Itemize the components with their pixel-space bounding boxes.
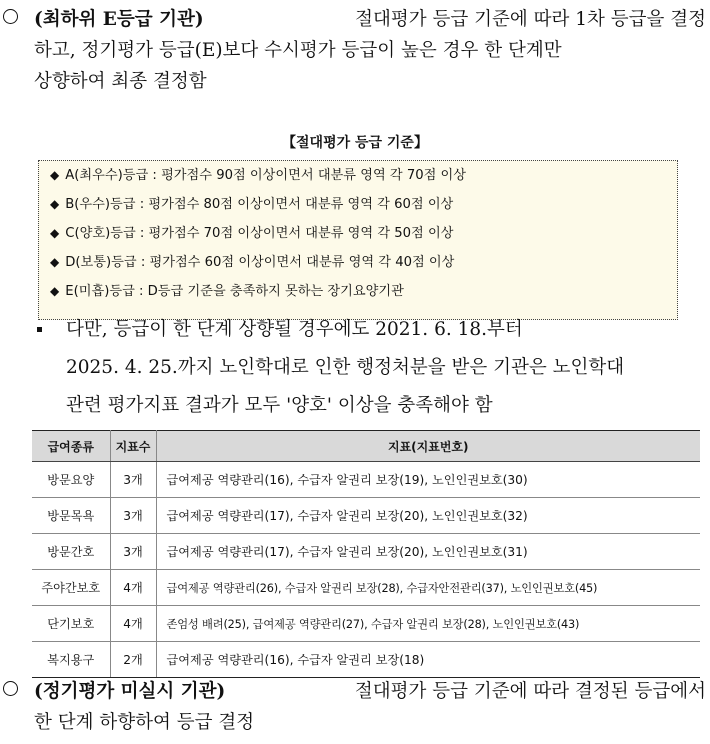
table-row: 복지용구 2개 급여제공 역량관리(16), 수급자 알권리 보장(18) — [32, 642, 700, 678]
table-row: 방문요양 3개 급여제공 역량관리(16), 수급자 알권리 보장(19), 노인인권보호(30) — [32, 462, 700, 498]
header-cell: 지표(지표번호) — [156, 431, 700, 462]
note-text: 관련 평가지표 결과가 모두 '양호' 이상을 충족해야 함 — [66, 395, 493, 416]
circle-bullet-icon — [3, 9, 18, 24]
circle-bullet-icon — [3, 681, 18, 696]
note-text: 다만, 등급이 한 단계 상향될 경우에도 2021. 6. 18.부터 — [66, 319, 523, 340]
table-row: 단기보호 4개 존엄성 배려(25), 급여제공 역량관리(27), 수급자 알권리 보장(28), 노인인권보호(43) — [32, 606, 700, 642]
criteria-item: ◆ C(양호)등급 : 평가점수 70점 이상이면서 대분류 영역 각 50점 이상 — [39, 219, 677, 248]
paragraph-no-regular-eval — [0, 676, 706, 738]
indicator-table — [32, 430, 700, 678]
paragraph-text: 하고, 정기평가 등급(E)보다 수시평가 등급이 높은 경우 한 단계만 — [34, 40, 562, 61]
table-header-row — [32, 431, 700, 462]
header-cell: 지표수 — [110, 431, 156, 462]
square-bullet-icon — [37, 327, 42, 332]
note-paragraph — [0, 314, 706, 421]
criteria-item: ◆ A(최우수)등급 : 평가점수 90점 이상이면서 대분류 영역 각 70점 이상 — [39, 161, 677, 190]
criteria-item: ◆ D(보통)등급 : 평가점수 60점 이상이면서 대분류 영역 각 40점 이상 — [39, 248, 677, 277]
criteria-title: 【절대평가 등급 기준】 — [282, 135, 428, 151]
paragraph-text: 상향하여 최종 결정함 — [34, 71, 207, 92]
diamond-bullet-icon: ◆ — [50, 197, 60, 211]
diamond-bullet-icon: ◆ — [50, 168, 60, 182]
diamond-bullet-icon: ◆ — [50, 255, 60, 269]
paragraph-lowest-grade — [0, 4, 706, 97]
criteria-item: ◆ E(미흡)등급 : D등급 기준을 충족하지 못하는 장기요양기관 — [39, 277, 677, 306]
table-row: 주야간보호 4개 급여제공 역량관리(26), 수급자 알권리 보장(28), 수급자안전관리(37), 노인인권보호(45) — [32, 570, 700, 606]
criteria-box — [38, 160, 678, 320]
paragraph-text: 한 단계 하향하여 등급 결정 — [34, 712, 255, 733]
table-row: 방문목욕 3개 급여제공 역량관리(17), 수급자 알권리 보장(20), 노인인권보호(32) — [32, 498, 700, 534]
table-row: 방문간호 3개 급여제공 역량관리(17), 수급자 알권리 보장(20), 노인인권보호(31) — [32, 534, 700, 570]
note-text: 2025. 4. 25.까지 노인학대로 인한 행정처분을 받은 기관은 노인학대 — [66, 357, 625, 378]
paragraph-line — [34, 4, 706, 35]
criteria-item: ◆ B(우수)등급 : 평가점수 80점 이상이면서 대분류 영역 각 60점 이상 — [39, 190, 677, 219]
diamond-bullet-icon: ◆ — [50, 226, 60, 240]
paragraph-text: 절대평가 등급 기준에 따라 1차 등급을 결정 — [355, 9, 706, 30]
highlight-heading: (정기평가 미실시 기관) — [34, 681, 226, 702]
highlight-heading: (최하위 E등급 기관) — [34, 9, 204, 30]
paragraph-text: 절대평가 등급 기준에 따라 결정된 등급에서 — [354, 681, 706, 702]
diamond-bullet-icon: ◆ — [50, 284, 60, 298]
paragraph-line — [34, 676, 706, 707]
header-cell: 급여종류 — [32, 431, 110, 462]
